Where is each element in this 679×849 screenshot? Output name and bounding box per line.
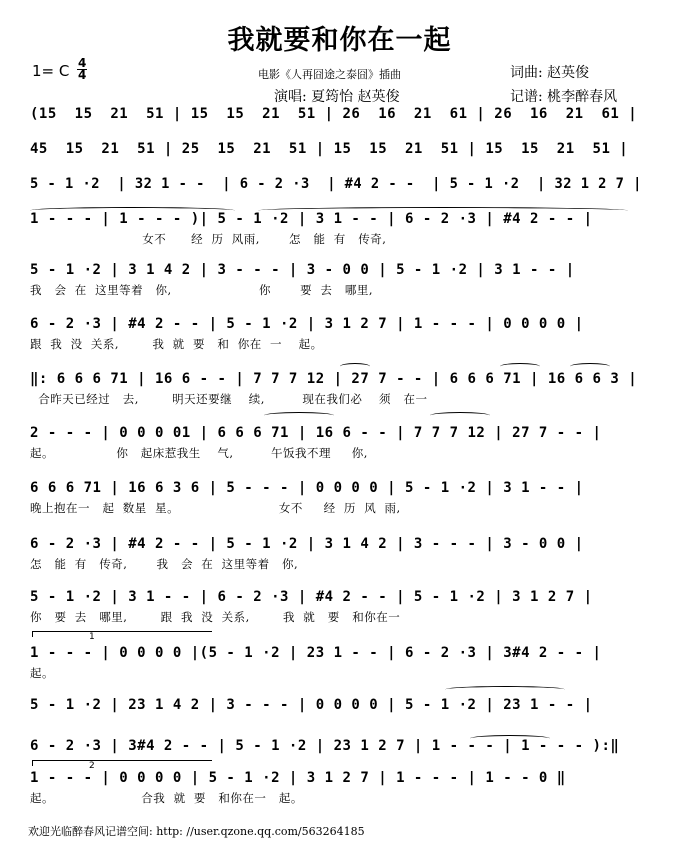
notation-row: 5 - 1 ·2 | 32 1 - - | 6 - 2 ·3 | #4 2 - - | 5 - 1 ·2 | 32 1 2 7 | (30, 176, 642, 192)
lyricist-credit: 词曲: 赵英俊 (510, 65, 590, 81)
lyric-row: 起。 你 起床惹我生 气, 午饭我不理 你, (30, 446, 368, 460)
slur-mark (445, 686, 565, 693)
notation-row: 2 - - - | 0 0 0 01 | 6 6 6 71 | 16 6 - - | 7 7 7 12 | 27 7 - - | (30, 425, 602, 441)
lyric-row: 合昨天已经过 去, 明天还要继 续, 现在我们必 须 在一 (30, 392, 428, 406)
transcriber-credit: 记谱: 桃李醉春风 (510, 89, 618, 105)
notation-row: 5 - 1 ·2 | 3 1 4 2 | 3 - - - | 3 - 0 0 | 5 - 1 ·2 | 3 1 - - | (30, 262, 575, 278)
notation-row: 5 - 1 ·2 | 3 1 - - | 6 - 2 ·3 | #4 2 - - | 5 - 1 ·2 | 3 1 2 7 | (30, 589, 593, 605)
volta-2-bracket: 2 (32, 760, 212, 766)
slur-mark (500, 363, 540, 370)
slur-mark (340, 363, 370, 370)
notation-row: 1 - - - | 1 - - - )| 5 - 1 ·2 | 3 1 - - | 6 - 2 ·3 | #4 2 - - | (30, 211, 593, 227)
notation-row: ‖: 6 6 6 71 | 16 6 - - | 7 7 7 12 | 27 7 - - | 6 6 6 71 | 16 6 6 3 | (30, 371, 638, 387)
lyric-row: 你 要 去 哪里, 跟 我 没 关系, 我 就 要 和你在一 (30, 610, 401, 624)
singers-credit: 演唱: 夏筠怡 赵英俊 (274, 89, 400, 105)
lyric-row: 女不 经 历 风雨, 怎 能 有 传奇, (30, 232, 387, 246)
slur-mark (264, 412, 334, 419)
time-signature-bottom: 4 (78, 68, 87, 82)
notation-row: 6 - 2 ·3 | #4 2 - - | 5 - 1 ·2 | 3 1 4 2 | 3 - - - | 3 - 0 0 | (30, 536, 584, 552)
lyric-row: 起。 合我 就 要 和你在一 起。 (30, 791, 303, 805)
film-credit: 电影《人再囧途之泰囧》插曲 (258, 68, 401, 81)
key-signature: 1= C (32, 62, 70, 80)
notation-row: 6 - 2 ·3 | #4 2 - - | 5 - 1 ·2 | 3 1 2 7 | 1 - - - | 0 0 0 0 | (30, 316, 584, 332)
volta-1-bracket: 1 (32, 631, 212, 637)
lyric-row: 我 会 在 这里等着 你, 你 要 去 哪里, (30, 283, 373, 297)
notation-row: 1 - - - | 0 0 0 0 |(5 - 1 ·2 | 23 1 - - | 6 - 2 ·3 | 3#4 2 - - | (30, 645, 602, 661)
footer-link-text: 欢迎光临醉春风记谱空间: http: //user.qzone.qq.com/563264185 (28, 825, 365, 838)
page-title: 我就要和你在一起 (227, 25, 452, 56)
notation-row: 45 15 21 51 | 25 15 21 51 | 15 15 21 51 | 15 15 21 51 | (30, 141, 629, 157)
lyric-row: 跟 我 没 关系, 我 就 要 和 你在 一 起。 (30, 337, 323, 351)
slur-mark (430, 412, 490, 419)
notation-row: (15 15 21 51 | 15 15 21 51 | 26 16 21 61 | 26 16 21 61 | (30, 106, 638, 122)
slur-mark (258, 207, 628, 214)
lyric-row: 怎 能 有 传奇, 我 会 在 这里等着 你, (30, 557, 299, 571)
notation-row: 6 - 2 ·3 | 3#4 2 - - | 5 - 1 ·2 | 23 1 2 7 | 1 - - - | 1 - - - ):‖ (30, 738, 620, 754)
notation-row: 1 - - - | 0 0 0 0 | 5 - 1 ·2 | 3 1 2 7 | 1 - - - | 1 - - 0 ‖ (30, 770, 566, 786)
lyric-row: 晚上抱在一 起 数星 星。 女不 经 历 风 雨, (30, 501, 401, 515)
lyric-row: 起。 (30, 666, 54, 680)
time-signature-top: 4 (78, 56, 87, 70)
time-signature (77, 58, 87, 81)
notation-row: 5 - 1 ·2 | 23 1 4 2 | 3 - - - | 0 0 0 0 | 5 - 1 ·2 | 23 1 - - | (30, 697, 593, 713)
notation-row: 6 6 6 71 | 16 6 3 6 | 5 - - - | 0 0 0 0 | 5 - 1 ·2 | 3 1 - - | (30, 480, 584, 496)
slur-mark (30, 207, 235, 214)
slur-mark (470, 735, 550, 742)
slur-mark (570, 363, 610, 370)
